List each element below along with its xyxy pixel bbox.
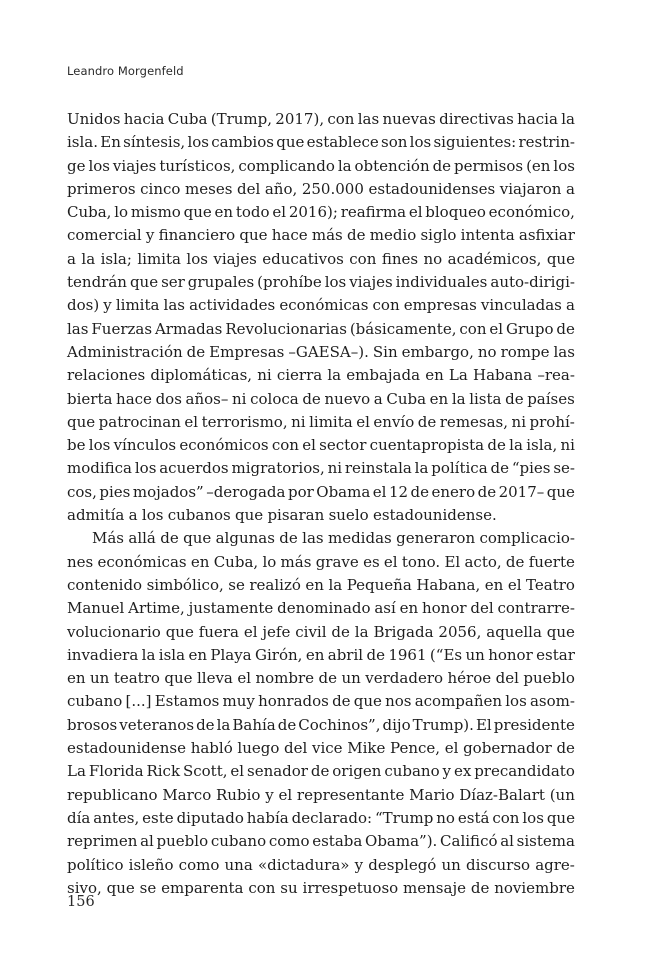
text-line: que patrocinan el terrorismo, ni limita el envío de remesas, ni prohí- [67,412,575,431]
text-line: relaciones diplomáticas, ni cierra la embajada en La Habana –rea- [67,366,575,385]
text-line: dos) y limita las actividades económicas con empresas vinculadas a [67,296,575,315]
text-line: isla. En síntesis, los cambios que establece son los siguientes: restrin- [67,133,575,152]
text-line: político isleño como una «dictadura» y desplegó un discurso agre- [67,855,575,874]
text-line: ge los viajes turísticos, complicando la obtención de permisos (en los [67,156,575,175]
text-line: volucionario que fuera el jefe civil de la Brigada 2056, aquella que [67,622,575,641]
text-line: brosos veteranos de la Bahía de Cochinos”, dijo Trump). El presidente [67,715,575,734]
text-line: en un teatro que lleva el nombre de un verdadero héroe del pueblo [67,669,575,688]
text-line: bierta hace dos años– ni coloca de nuevo a Cuba en la lista de países [67,389,575,408]
running-head: Leandro Morgenfeld [67,64,184,78]
text-line: Administración de Empresas –GAESA–). Sin embargo, no rompe las [67,342,575,361]
text-line: contenido simbólico, se realizó en la Pequeña Habana, en el Teatro [67,575,575,594]
text-line: La Florida Rick Scott, el senador de origen cubano y ex precandidato [67,762,575,781]
body-text [67,108,575,900]
text-line: Manuel Artime, justamente denominado así en honor del contrarre- [67,599,575,618]
text-line: Unidos hacia Cuba (Trump, 2017), con las nuevas directivas hacia la [67,110,575,128]
text-line: las Fuerzas Armadas Revolucionarias (básicamente, con el Grupo de [67,319,575,338]
text-line: estadounidense habló luego del vice Mike Pence, el gobernador de [67,739,575,758]
text-line: tendrán que ser grupales (prohíbe los viajes individuales auto-dirigi- [67,273,575,292]
text-line: republicano Marco Rubio y el representante Mario Díaz-Balart (un [67,785,575,804]
text-line: sivo, que se emparenta con su irrespetuoso mensaje de noviembre [67,878,575,897]
text-line: cos, pies mojados” –derogada por Obama el 12 de enero de 2017– que [67,482,575,501]
text-line: invadiera la isla en Playa Girón, en abril de 1961 (“Es un honor estar [67,645,575,664]
text-line: a la isla; limita los viajes educativos con fines no académicos, que [67,249,575,268]
text-line: comercial y financiero que hace más de medio siglo intenta asfixiar [67,226,575,245]
text-line: Más allá de que algunas de las medidas generaron complicacio- [92,529,575,548]
page-number: 156 [67,894,95,910]
text-line: cubano [...] Estamos muy honrados de que nos acompañen los asom- [67,692,575,711]
text-line: nes económicas en Cuba, lo más grave es el tono. El acto, de fuerte [67,552,575,571]
text-line: Cuba, lo mismo que en todo el 2016); reafirma el bloqueo económico, [67,203,575,222]
text-line: admitía a los cubanos que pisaran suelo estadounidense. [67,506,497,525]
text-line: be los vínculos económicos con el sector cuentapropista de la isla, ni [67,436,575,455]
text-line: primeros cinco meses del año, 250.000 estadounidenses viajaron a [67,179,575,198]
paragraph [67,108,575,527]
text-line: día antes, este diputado había declarado: “Trump no está con los que [67,808,575,827]
text-line: modifica los acuerdos migratorios, ni reinstala la política de “pies se- [67,459,575,478]
text-line: reprimen al pueblo cubano como estaba Obama”). Calificó al sistema [67,832,575,851]
paragraph [67,527,575,900]
